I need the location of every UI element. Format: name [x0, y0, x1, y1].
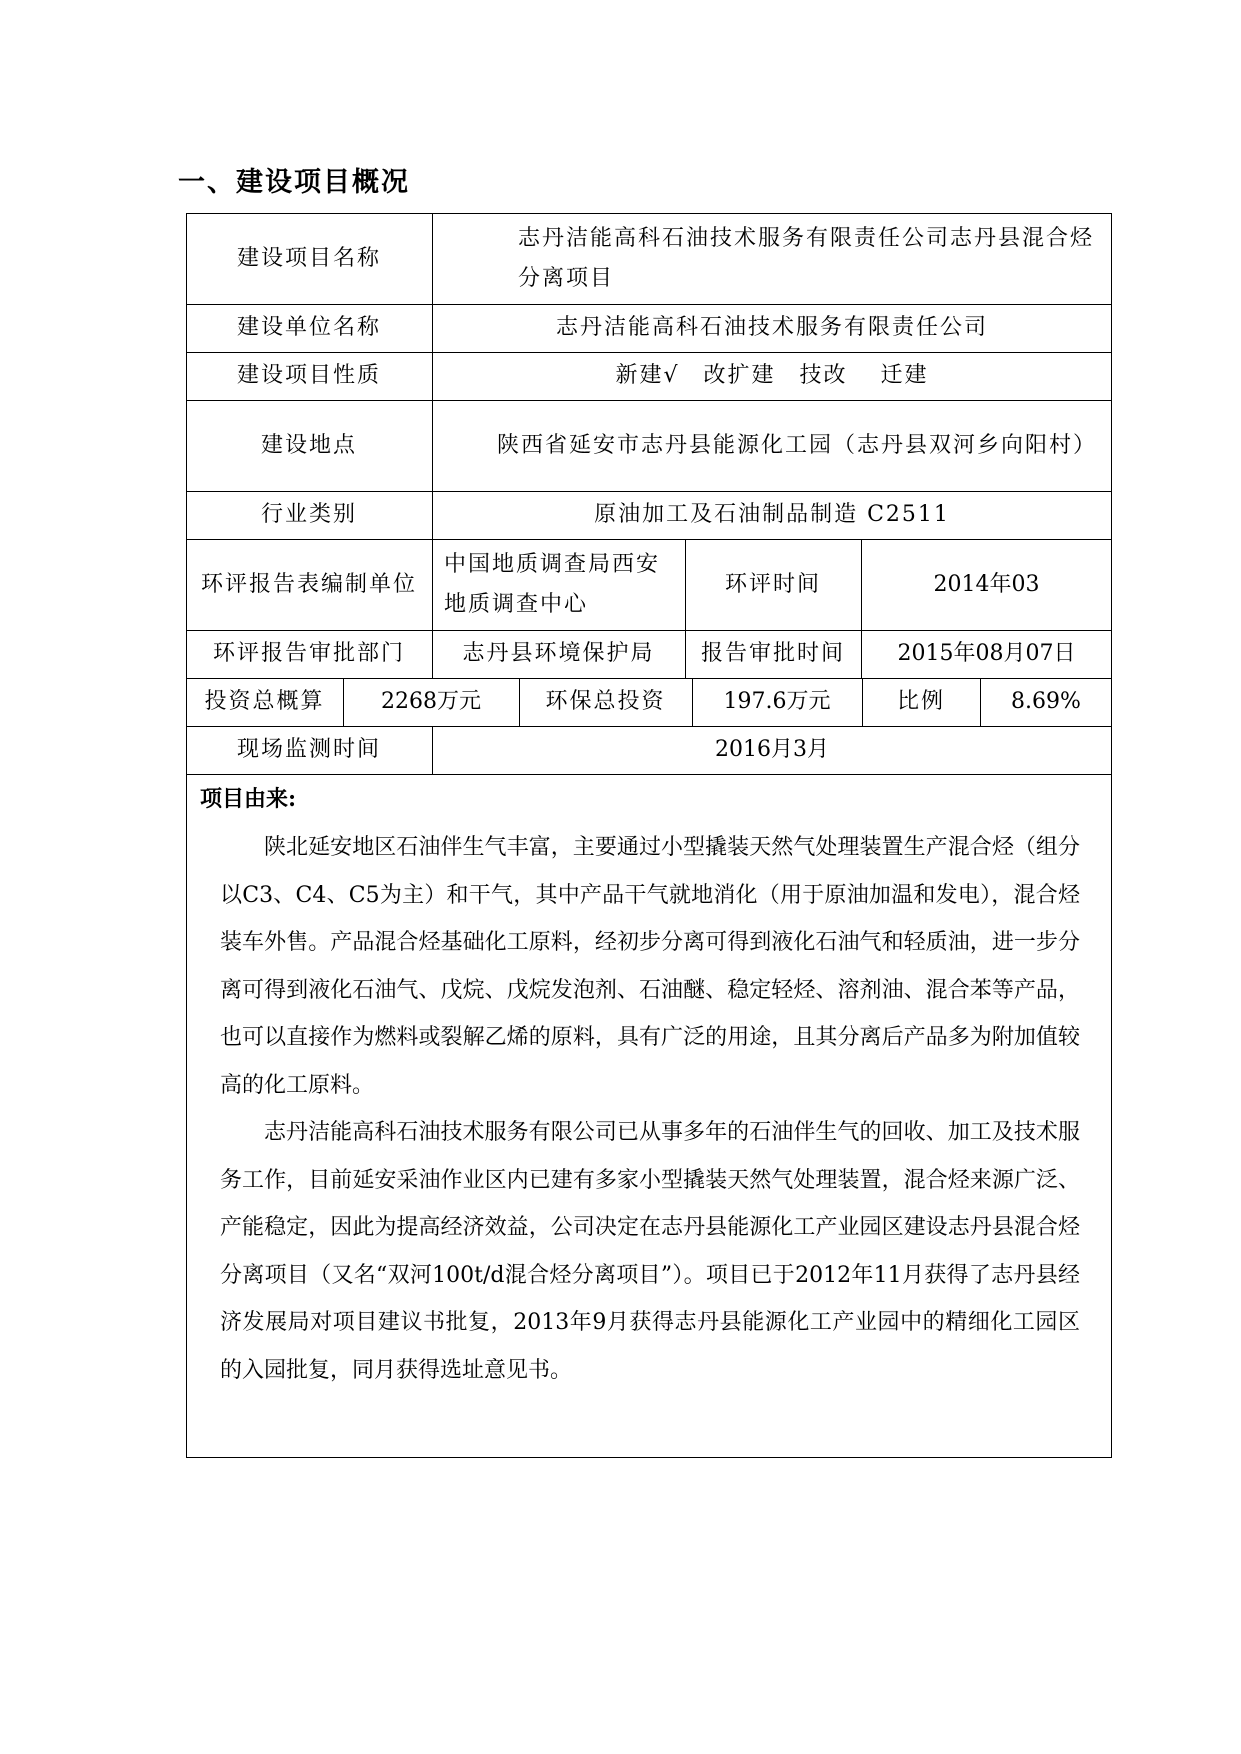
project-origin-section [200, 782, 1080, 1394]
ratio-label: 比例 [896, 689, 945, 714]
unit-name-value: 志丹洁能高科石油技术服务有限责任公司 [555, 315, 988, 340]
row-divider [186, 774, 1112, 775]
industry-value: 原油加工及石油制品制造 C2511 [594, 502, 950, 527]
origin-paragraph: 志丹洁能高科石油技术服务有限公司已从事多年的石油伴生气的回收、加工及技术服务工作，目前延安采油作业区内已建有多家小型撬装天然气处理装置，混合烃来源广泛、产能稳定，因此为提高经济效益，公司决定在志丹县能源化工产业园区建设志丹县混合烃分离项目（又名“双河100t/d混合烃分离项目”）。项目已于2012年11月获得了志丹县经济发展局对项目建议书批复，2013年9月获得志丹县能源化工产业园中的精细化工园区的入园批复，同月获得选址意见书。 [220, 1120, 1080, 1383]
approval-time-value: 2015年08月07日 [897, 641, 1076, 666]
eia-time-label: 环评时间 [724, 571, 821, 597]
monitor-time-value: 2016月3月 [715, 737, 829, 762]
investment-value: 2268万元 [381, 689, 481, 714]
approval-time-label: 报告审批时间 [700, 641, 845, 666]
eia-unit-value: 中国地质调查局西安地质调查中心 [444, 551, 661, 617]
env-investment-value: 197.6万元 [723, 689, 831, 714]
investment-label: 投资总概算 [204, 689, 325, 714]
project-origin-heading: 项目由来: [200, 786, 297, 812]
eia-unit-label: 环评报告表编制单位 [200, 571, 417, 597]
location-value: 陕西省延安市志丹县能源化工园（志丹县双河乡向阳村） [496, 432, 1097, 458]
project-name-value: 志丹洁能高科石油技术服务有限责任公司志丹县混合烃分离项目 [518, 225, 1095, 291]
section-title: 一、建设项目概况 [178, 167, 410, 198]
ratio-value: 8.69% [1011, 689, 1081, 714]
nature-label: 建设项目性质 [236, 363, 381, 388]
approval-dept-label: 环评报告审批部门 [212, 641, 405, 666]
env-investment-label: 环保总投资 [545, 689, 666, 714]
eia-time-value: 2014年03 [933, 571, 1040, 597]
monitor-time-label: 现场监测时间 [236, 737, 381, 762]
approval-dept-value: 志丹县环境保护局 [462, 641, 655, 666]
origin-paragraph: 陕北延安地区石油伴生气丰富，主要通过小型撬装天然气处理装置生产混合烃（组分以C3、C4、C5为主）和干气，其中产品干气就地消化（用于原油加温和发电），混合烃装车外售。产品混合烃基础化工原料，经初步分离可得到液化石油气和轻质油，进一步分离可得到液化石油气、戊烷、戊烷发泡剂、石油醚、稳定轻烃、溶剂油、混合苯等产品，也可以直接作为燃料或裂解乙烯的原料，具有广泛的用途，且其分离后产品多为附加值较高的化工原料。 [220, 835, 1080, 1098]
nature-value: 新建√ 改扩建 技改 迁建 [615, 363, 929, 388]
project-name-label: 建设项目名称 [236, 245, 381, 271]
unit-name-label: 建设单位名称 [236, 315, 381, 340]
industry-label: 行业类别 [260, 502, 357, 527]
location-label: 建设地点 [260, 432, 357, 458]
